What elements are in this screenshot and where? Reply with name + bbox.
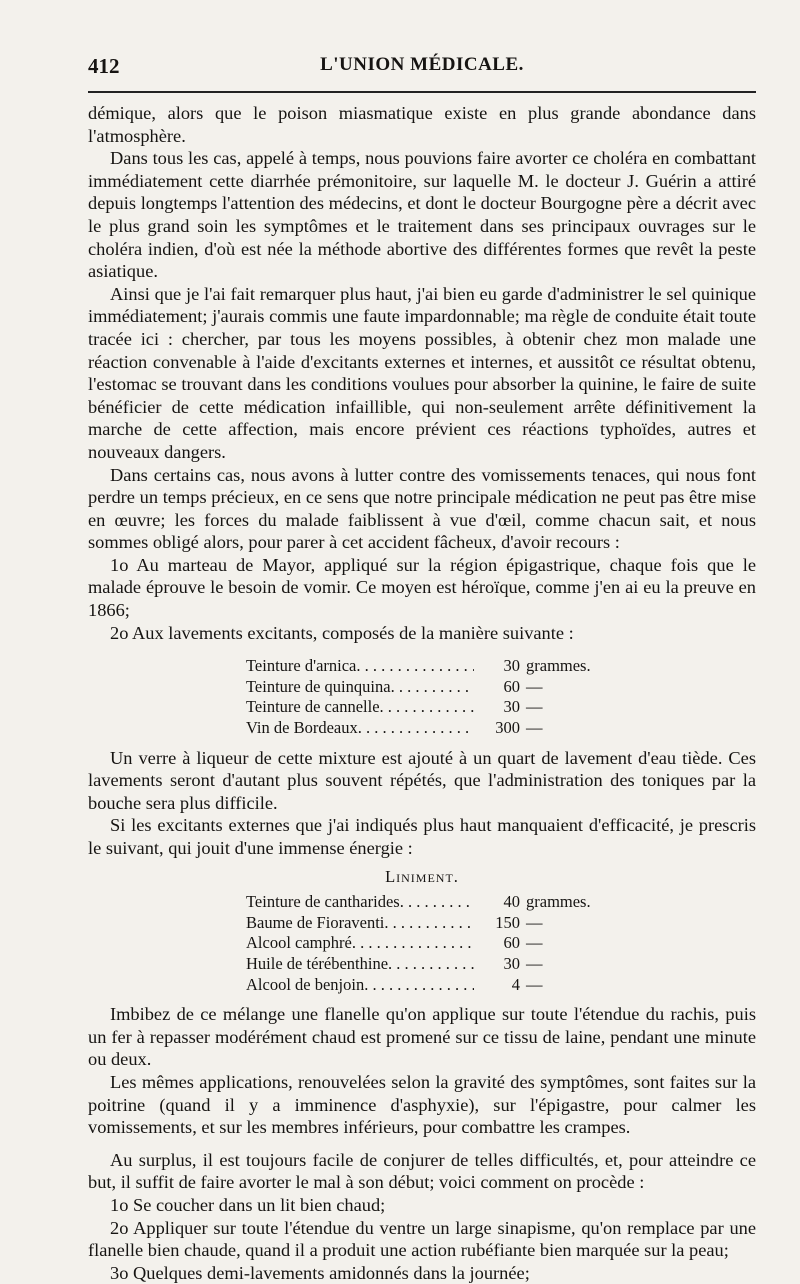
- ingredient-unit: —: [526, 974, 543, 994]
- paragraph: 3o Quelques demi-lavements amidonnés dans la journée;: [110, 1262, 530, 1283]
- paragraph: 1o Au marteau de Mayor, appliqué sur la région épigastrique, chaque fois que le malade éprouve le besoin de vomir. Ce moyen est héroïque, comme j'en ai eu la preuve en 1866;: [88, 554, 756, 621]
- ingredient-name: Teinture de quinquina: [246, 676, 391, 696]
- leader-dots: [364, 975, 474, 996]
- ingredient-unit: grammes.: [526, 892, 591, 912]
- ingredient-unit: —: [526, 933, 543, 953]
- ingredient-unit: —: [526, 676, 543, 696]
- paragraph: Si les excitants externes que j'ai indiqués plus haut manquaient d'efficacité, je prescris le suivant, qui jouit d'une immense énergie :: [88, 815, 756, 858]
- leader-dots: [352, 933, 474, 954]
- ingredient-unit: —: [526, 697, 543, 717]
- ingredient-quantity: 60: [503, 676, 520, 696]
- liniment-title: Liniment.: [385, 866, 459, 886]
- formula-row: [246, 718, 606, 739]
- paragraph: Dans tous les cas, appelé à temps, nous pouvions faire avorter ce choléra en combattant immédiatement cette diarrhée prémonitoire, sur laquelle M. le docteur J. Guérin a attiré depuis longtemps l'attention des médecins, et dont le docteur Bourgogne père a décrit avec le plus grand soin les symptômes et le traitement dans ses principaux ouvrages sur le choléra indien, d'où est née la méthode abortive des différentes formes que revêt la peste asiatique.: [88, 148, 756, 282]
- paragraph: 2o Aux lavements excitants, composés de la manière suivante :: [110, 622, 574, 643]
- formula-row: [246, 892, 606, 913]
- formula-row: [246, 954, 606, 975]
- leader-dots: [400, 892, 474, 913]
- formula-row: [246, 913, 606, 934]
- paragraph: Un verre à liqueur de cette mixture est ajouté à un quart de lavement d'eau tiède. Ces lavements seront d'autant plus souvent répétés, que l'administration des toniques par la bouche sera plus difficile.: [88, 747, 756, 813]
- ingredient-quantity: 30: [503, 697, 520, 717]
- running-title: L'UNION MÉDICALE.: [320, 54, 524, 75]
- ingredient-name: Teinture d'arnica: [246, 656, 357, 676]
- ingredient-quantity: 300: [495, 718, 520, 738]
- ingredient-quantity: 30: [503, 656, 520, 676]
- ingredient-quantity: 60: [503, 933, 520, 953]
- page-header: [88, 50, 756, 82]
- formula-row: [246, 656, 606, 677]
- leader-dots: [380, 697, 474, 718]
- ingredient-name: Alcool camphré: [246, 933, 352, 953]
- header-rule: [88, 91, 756, 93]
- leader-dots: [356, 656, 474, 677]
- ingredient-quantity: 4: [511, 974, 520, 994]
- leader-dots: [391, 677, 474, 698]
- body-text: [88, 102, 756, 1284]
- paragraph: Les mêmes applications, renouvelées selon la gravité des symptômes, sont faites sur la poitrine (quand il y a imminence d'asphyxie), sur l'épigastre, pour calmer les vomissements, et sur les membres inférieurs, pour combattre les crampes.: [88, 1071, 756, 1138]
- ingredient-name: Huile de térébenthine: [246, 953, 389, 973]
- ingredient-name: Teinture de cantharides: [246, 892, 400, 912]
- ingredient-unit: —: [526, 953, 543, 973]
- ingredient-quantity: 150: [495, 912, 520, 932]
- page: [88, 50, 756, 1283]
- paragraph: démique, alors que le poison miasmatique existe en plus grande abondance dans l'atmosphère.: [88, 103, 756, 146]
- ingredient-quantity: 30: [503, 953, 520, 973]
- paragraph: 1o Se coucher dans un lit bien chaud;: [110, 1194, 386, 1215]
- page-number: 412: [88, 54, 120, 78]
- leader-dots: [358, 718, 474, 739]
- liniment-formula-table: [246, 892, 606, 995]
- lavement-formula-table: [246, 656, 606, 738]
- ingredient-unit: —: [526, 718, 543, 738]
- ingredient-unit: —: [526, 912, 543, 932]
- leader-dots: [388, 954, 474, 975]
- leader-dots: [384, 913, 474, 934]
- ingredient-quantity: 40: [503, 892, 520, 912]
- formula-row: [246, 697, 606, 718]
- ingredient-name: Teinture de cannelle: [246, 697, 380, 717]
- paragraph: Au surplus, il est toujours facile de conjurer de telles difficultés, et, pour atteindre ce but, il suffit de faire avorter le mal à son début; voici comment on procède :: [88, 1149, 756, 1193]
- ingredient-name: Baume de Fioraventi: [246, 912, 385, 932]
- formula-row: [246, 933, 606, 954]
- ingredient-name: Alcool de benjoin: [246, 974, 365, 994]
- ingredient-unit: grammes.: [526, 656, 591, 676]
- paragraph: Ainsi que je l'ai fait remarquer plus haut, j'ai bien eu garde d'administrer le sel quinique immédiatement; j'aurais commis une faute impardonnable; ma règle de conduite était toute tracée ici : chercher, par tous les moyens possibles, à obtenir chez mon malade une réaction convenable à l'aide d'excitants externes et internes, et aussitôt ce résultat obtenu, l'estomac se trouvant dans les conditions voulues pour absorber la quinine, le faire de suite bénéficier de cette médication infaillible, qui non-seulement arrête définitivement la marche de cette affection, mais encore prévient ces réactions typhoïdes, autres et nouveaux dangers.: [88, 283, 756, 462]
- formula-row: [246, 677, 606, 698]
- paragraph: 2o Appliquer sur toute l'étendue du ventre un large sinapisme, qu'on remplace par une flanelle bien chaude, quand il a produit une action rubéfiante bien marquée sur la peau;: [88, 1217, 756, 1261]
- paragraph: Imbibez de ce mélange une flanelle qu'on applique sur toute l'étendue du rachis, puis un fer à repasser modérément chaud est promené sur ce tissu de laine, pendant une minute ou deux.: [88, 1004, 756, 1070]
- paragraph: Dans certains cas, nous avons à lutter contre des vomissements tenaces, qui nous font perdre un temps précieux, en ce sens que notre principale médication ne peut pas être mise en œuvre; les forces du malade faiblissent à vue d'œil, comme chacun sait, et nous sommes obligé alors, pour parer à cet accident fâcheux, d'avoir recours :: [88, 464, 756, 553]
- formula-row: [246, 975, 606, 996]
- ingredient-name: Vin de Bordeaux: [246, 718, 358, 738]
